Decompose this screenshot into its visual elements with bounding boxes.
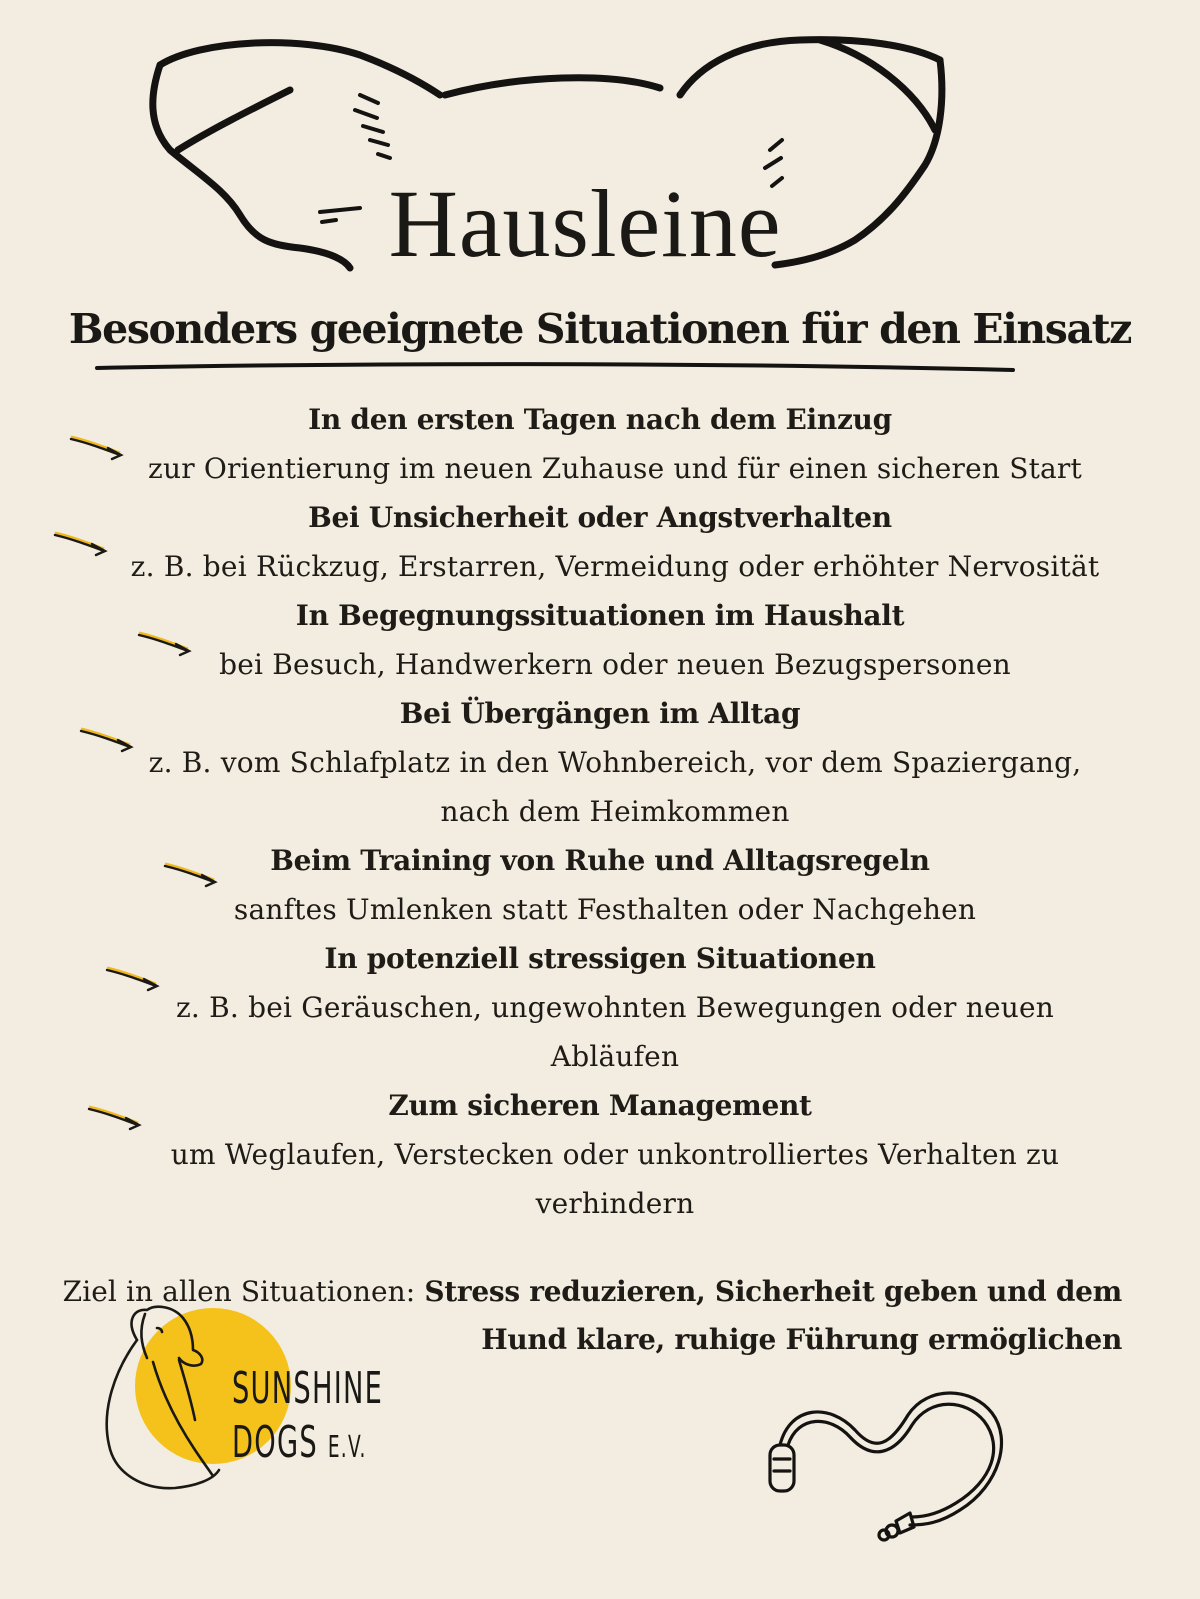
situation-heading: Zum sicheren Management [388, 1089, 812, 1122]
situation-description: sanftes Umlenken statt Festhalten oder Nachgehen [233, 893, 977, 926]
list-item [0, 1081, 1200, 1228]
situation-heading: Bei Übergängen im Alltag [399, 697, 801, 730]
situation-heading: In den ersten Tagen nach dem Einzug [308, 403, 892, 436]
situation-heading: In potenziell stressigen Situationen [324, 942, 876, 975]
goal-lead: Ziel in allen Situationen: [62, 1275, 425, 1308]
situation-description: z. B. bei Rückzug, Erstarren, Vermeidung oder erhöhter Nervosität [130, 550, 1100, 583]
arrow-right-icon [86, 1103, 144, 1131]
arrow-right-icon [162, 860, 220, 888]
arrow-right-icon [136, 629, 194, 657]
situation-description: z. B. bei Geräuschen, ungewohnten Bewegungen oder neuen Abläufen [175, 991, 1054, 1073]
situation-description: bei Besuch, Handwerkern oder neuen Bezugspersonen [219, 648, 1011, 681]
brand-logo [232, 1362, 383, 1475]
list-item [0, 934, 1200, 1081]
page-title: Hausleine [388, 170, 782, 277]
situation-description: um Weglaufen, Verstecken oder unkontrolliertes Verhalten zu verhindern [170, 1138, 1060, 1220]
situation-description: zur Orientierung im neuen Zuhause und für einen sicheren Start [148, 452, 1082, 485]
arrow-right-icon [68, 433, 126, 461]
leash-icon [760, 1375, 1020, 1545]
situation-list [0, 395, 1200, 1228]
brand-name-line1: SUNSHINE [232, 1363, 384, 1414]
goal-text: Stress reduzieren, Sicherheit geben und dem Hund klare, ruhige Führung ermöglichen [424, 1275, 1122, 1356]
situation-heading: Bei Unsicherheit oder Angstverhalten [308, 501, 892, 534]
list-item [0, 493, 1200, 591]
list-item [0, 395, 1200, 493]
arrow-right-icon [52, 529, 110, 557]
arrow-right-icon [104, 964, 162, 992]
situation-description: z. B. vom Schlafplatz in den Wohnbereich, vor dem Spaziergang, nach dem Heimkommen [148, 746, 1082, 828]
list-item [0, 689, 1200, 836]
list-item [0, 591, 1200, 689]
heading-underline [95, 360, 1015, 376]
section-heading: Besonders geeignete Situationen für den Einsatz [68, 305, 1132, 353]
brand-suffix: E.V. [327, 1430, 367, 1465]
situation-heading: In Begegnungssituationen im Haushalt [295, 599, 905, 632]
brand-name-line2: DOGS [232, 1417, 318, 1468]
situation-heading: Beim Training von Ruhe und Alltagsregeln [270, 844, 930, 877]
list-item [0, 836, 1200, 934]
arrow-right-icon [78, 725, 136, 753]
